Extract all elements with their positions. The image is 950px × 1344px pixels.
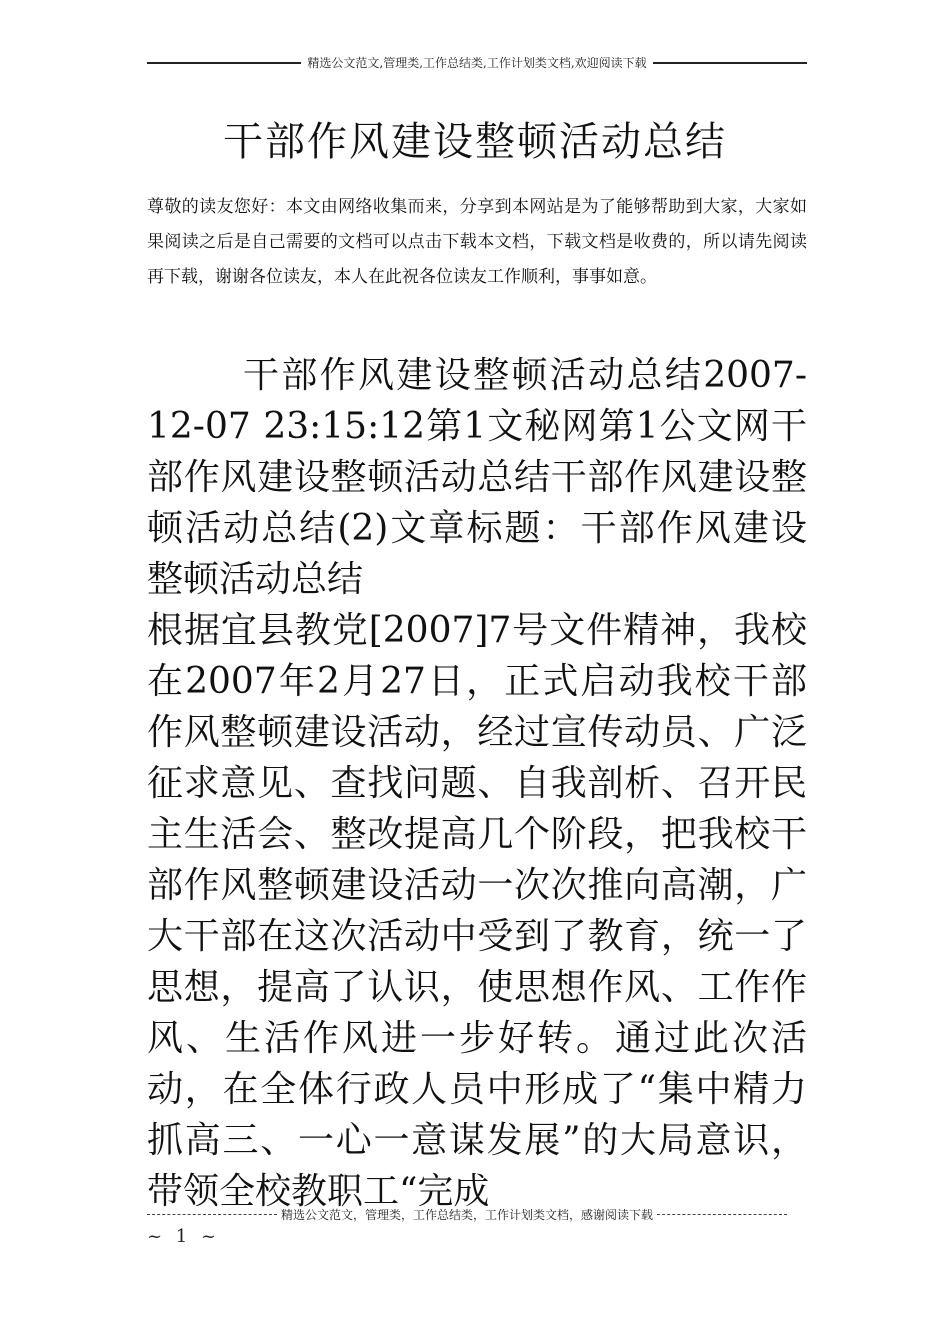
page-number: ~ 1 ~ — [147, 1226, 221, 1247]
document-body — [147, 350, 807, 1217]
header-line-left — [147, 62, 301, 64]
body-paragraph-1: 干部作风建设整顿活动总结2007-12-07 23:15:12第1文秘网第1公文网干部作风建设整顿活动总结干部作风建设整顿活动总结(2)文章标题：干部作风建设整顿活动总结 — [147, 355, 807, 600]
footer-line-right — [657, 1214, 787, 1215]
footer-line-left — [147, 1214, 277, 1215]
page-footer — [147, 1206, 787, 1223]
page-header — [147, 54, 807, 71]
header-text: 精选公文范文,管理类,工作总结类,工作计划类文档,欢迎阅读下载 — [307, 56, 647, 70]
body-paragraph-2: 根据宜县教党[2007]7号文件精神，我校在2007年2月27日，正式启动我校干部作风整顿建设活动，经过宣传动员、广泛征求意见、查找问题、自我剖析、召开民主生活会、整改提高几个阶段，把我校干部作风整顿建设活动一次次推向高潮，广大干部在这次活动中受到了教育，统一了思想，提高了认识，使思想作风、工作作风、生活作风进一步好转。通过此次活动，在全体行政人员中形成了“集中精力抓高三、一心一意谋发展”的大局意识，带领全校教职工“完成 — [147, 610, 807, 1212]
header-line-right — [653, 62, 807, 64]
footer-text: 精选公文范文，管理类，工作总结类，工作计划类文档，感谢阅读下载 — [281, 1208, 654, 1222]
document-title: 干部作风建设整顿活动总结 — [223, 119, 727, 165]
reader-notice: 尊敬的读友您好：本文由网络收集而来，分享到本网站是为了能够帮助到大家，大家如果阅读之后是自己需要的文档可以点击下载本文档，下载文档是收费的，所以请先阅读再下载，谢谢各位读友，本人在此祝各位读友工作顺利，事事如意。 — [147, 197, 807, 287]
